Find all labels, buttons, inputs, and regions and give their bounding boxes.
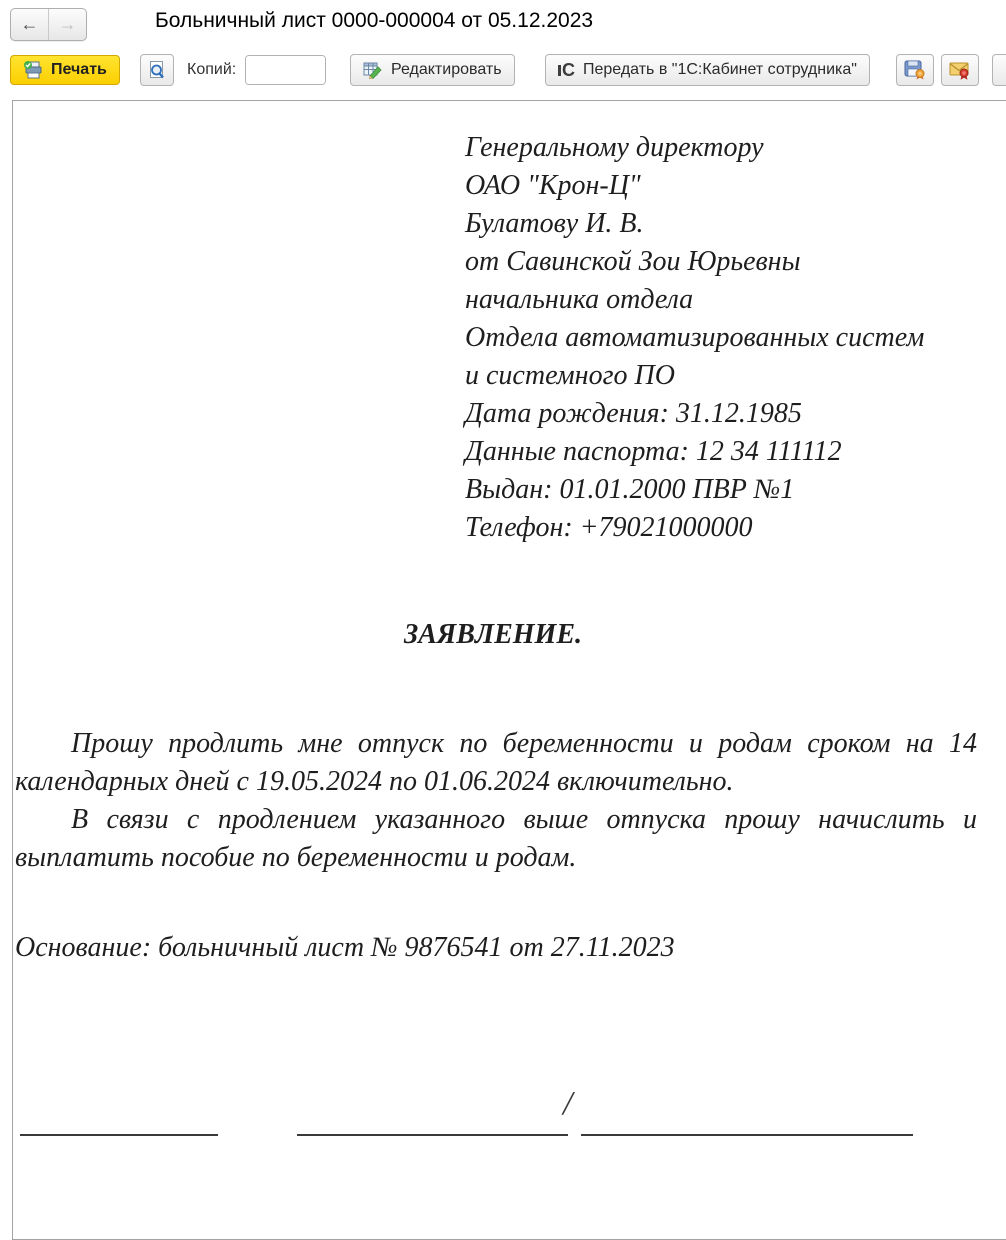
recipient-line: от Савинской Зои Юрьевны [465, 246, 801, 277]
print-preview-sheet [12, 100, 1006, 1240]
statement-paragraph: Прошу продлить мне отпуск по беременности и родам сроком на 14 календарных дней с 19.05.2024 по 01.06.2024 включительно. [15, 728, 977, 797]
back-arrow-icon[interactable]: ← [11, 9, 49, 40]
recipient-line: Дата рождения: 31.12.1985 [465, 398, 802, 429]
edit-table-icon [363, 61, 383, 79]
edit-button[interactable] [350, 54, 515, 86]
copies-label: Копий: [187, 61, 237, 78]
clipped-toolbar-button[interactable] [992, 54, 1006, 86]
print-button-label: Печать [51, 61, 107, 78]
transfer-to-1c-cabinet-button[interactable] [545, 54, 870, 86]
page-title: Больничный лист 0000-000004 от 05.12.2023 [155, 9, 594, 32]
recipient-line: Телефон: +79021000000 [465, 512, 753, 543]
print-button[interactable] [10, 55, 120, 85]
transfer-button-label: Передать в "1С:Кабинет сотрудника" [583, 61, 857, 78]
recipient-line: ОАО "Крон-Ц" [465, 170, 641, 201]
save-signed-button[interactable] [896, 54, 934, 86]
send-email-signed-button[interactable] [941, 54, 979, 86]
recipient-line: Генеральному директору [465, 132, 764, 163]
copies-stepper[interactable] [245, 55, 326, 85]
statement-heading: ЗАЯВЛЕНИЕ. [403, 619, 582, 650]
recipient-line: Данные паспорта: 12 34 111112 [465, 436, 842, 467]
envelope-with-seal-icon [949, 60, 971, 80]
edit-button-label: Редактировать [391, 61, 502, 78]
signature-date-line [20, 1134, 218, 1136]
basis-line: Основание: больничный лист № 9876541 от 27.11.2023 [15, 932, 675, 963]
printer-icon [23, 61, 43, 79]
recipient-block [465, 129, 924, 547]
statement-paragraph: В связи с продлением указанного выше отпуска прошу начислить и выплатить пособие по беременности и родам. [15, 804, 977, 873]
save-with-seal-icon [904, 60, 926, 80]
recipient-line: и системного ПО [465, 360, 675, 391]
recipient-line: Отдела автоматизированных систем [465, 322, 925, 353]
copies-input[interactable] [246, 56, 326, 84]
preview-magnifier-icon [148, 60, 166, 80]
history-nav [10, 8, 87, 41]
signature-slash: / [563, 1085, 573, 1122]
recipient-line: Булатову И. В. [465, 208, 644, 239]
preview-button[interactable] [140, 54, 174, 86]
forward-arrow-icon[interactable]: → [58, 14, 77, 34]
recipient-line: начальника отдела [465, 284, 694, 315]
statement-body [15, 725, 977, 877]
recipient-line: Выдан: 01.01.2000 ПВР №1 [465, 474, 795, 505]
signature-line [297, 1134, 568, 1136]
onec-logo-icon: C [558, 60, 575, 81]
signature-name-line [581, 1134, 913, 1136]
